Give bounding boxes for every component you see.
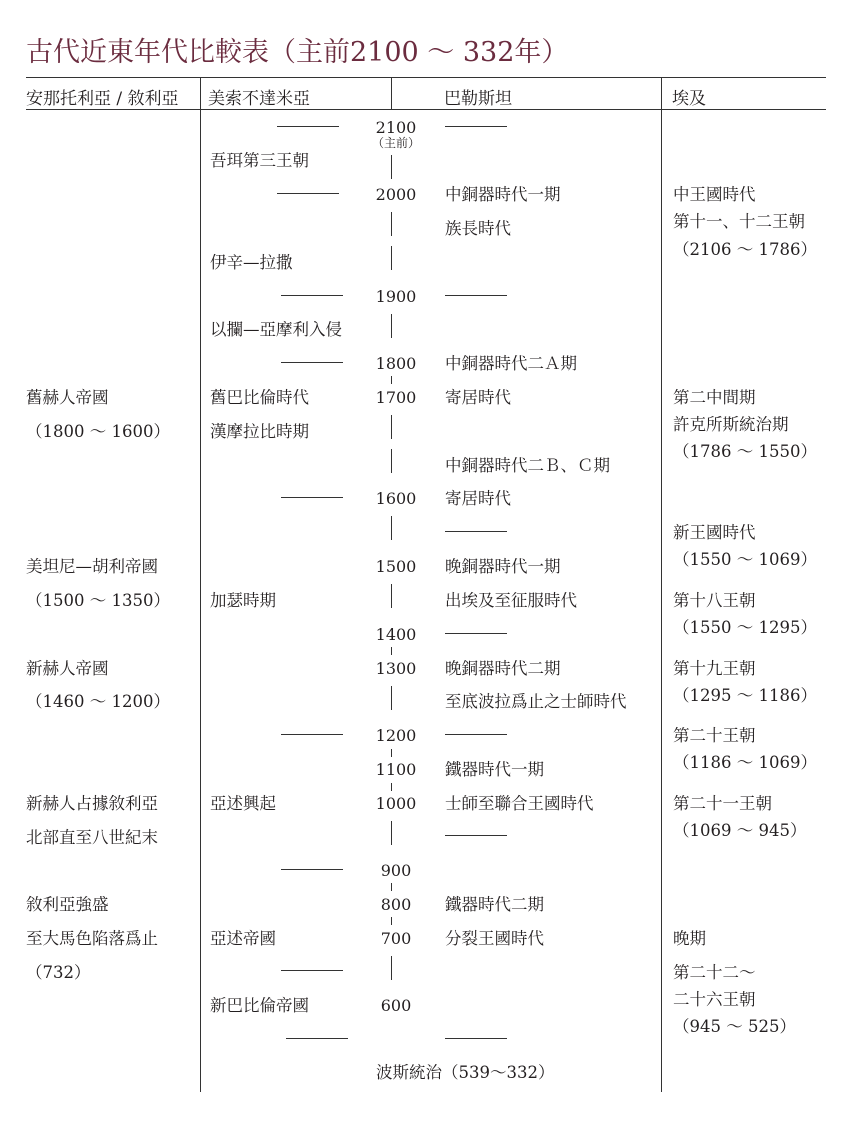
period-divider [445, 633, 507, 634]
period-divider [281, 362, 343, 363]
exodus-conquest: 出埃及至征服時代 [445, 591, 577, 610]
period-divider [445, 1038, 507, 1039]
hittite-old-kingdom: 舊赫人帝國 [26, 388, 109, 407]
middle-bronze-2bc: 中銅器時代二Ｂ、Ｃ期 [445, 456, 610, 475]
timeline-tick [391, 647, 392, 655]
amorite-invasion: 以攔—亞摩利入侵 [210, 320, 342, 339]
column-divider-3 [661, 77, 662, 1092]
timeline-tick [391, 783, 392, 791]
hittite-new-dates: （1460 〜 1200） [26, 692, 170, 711]
year-label: 1200 [375, 726, 417, 745]
period-divider [281, 295, 343, 296]
neo-babylonian-empire: 新巴比倫帝國 [210, 996, 309, 1015]
hyksos-rule: 許克所斯統治期 [673, 415, 789, 434]
middle-bronze-1: 中銅器時代一期 [445, 185, 561, 204]
hittite-new-kingdom: 新赫人帝國 [26, 659, 109, 678]
year-label: 2000 [375, 185, 417, 204]
year-label: 1600 [375, 489, 417, 508]
timeline-tick [391, 883, 392, 891]
period-divider [445, 126, 507, 127]
timeline-tick [391, 686, 392, 710]
neo-hittite-line-1: 新赫人占據敘利亞 [26, 794, 158, 813]
iron-age-2: 鐵器時代二期 [445, 895, 544, 914]
year-label: 2100 [375, 118, 417, 137]
dynasty-22-26-dates: （945 〜 525） [673, 1017, 796, 1036]
assyrian-empire: 亞述帝國 [210, 929, 276, 948]
timeline-tick [391, 956, 392, 980]
old-babylonian-period: 舊巴比倫時代 [210, 388, 309, 407]
dynasty-20-dates: （1186 〜 1069） [673, 753, 817, 772]
second-intermediate: 第二中間期 [673, 388, 756, 407]
mitanni-empire: 美坦尼—胡利帝國 [26, 557, 158, 576]
timeline-tick [391, 917, 392, 925]
header-palestine: 巴勒斯坦 [444, 89, 512, 109]
dynasty-21-dates: （1069 〜 945） [673, 821, 807, 840]
period-divider [277, 126, 339, 127]
year-label: 1000 [375, 794, 417, 813]
sojourn-period-2: 寄居時代 [445, 489, 511, 508]
year-label: 1700 [375, 388, 417, 407]
timeline-tick [391, 821, 392, 845]
middle-bronze-2a: 中銅器時代二Ａ期 [445, 354, 577, 373]
timeline-tick [391, 415, 392, 439]
aram-line-3: （732） [26, 963, 91, 982]
column-divider-2 [391, 77, 392, 109]
header-egypt: 埃及 [672, 89, 706, 109]
mitanni-dates: （1500 〜 1350） [26, 591, 170, 610]
kassite-period: 加瑟時期 [210, 591, 276, 610]
year-label: 600 [380, 996, 412, 1015]
dynasty-19: 第十九王朝 [673, 659, 756, 678]
year-note: （主前） [371, 136, 420, 150]
sojourn-period-1: 寄居時代 [445, 388, 511, 407]
timeline-tick [391, 449, 392, 473]
header-top-rule [26, 77, 826, 78]
year-label: 1400 [375, 625, 417, 644]
hammurabi-period: 漢摩拉比時期 [210, 422, 309, 441]
dynasty-21: 第二十一王朝 [673, 794, 772, 813]
hyksos-dates: （1786 〜 1550） [673, 442, 817, 461]
judges-to-deborah: 至底波拉爲止之士師時代 [445, 692, 627, 711]
timeline-tick [391, 516, 392, 540]
neo-hittite-line-2: 北部直至八世紀末 [26, 828, 158, 847]
timeline-tick [391, 246, 392, 270]
new-kingdom: 新王國時代 [673, 523, 756, 542]
column-divider-1 [200, 77, 201, 1092]
year-label: 1500 [375, 557, 417, 576]
period-divider [281, 734, 343, 735]
timeline-tick [391, 584, 392, 608]
middle-kingdom: 中王國時代 [673, 185, 756, 204]
dynasty-11-12: 第十一、十二王朝 [673, 212, 805, 231]
dynasty-11-12-dates: （2106 〜 1786） [673, 240, 817, 259]
period-divider [281, 497, 343, 498]
dynasty-19-dates: （1295 〜 1186） [673, 686, 817, 705]
period-divider [445, 531, 507, 532]
isin-larsa: 伊辛—拉撒 [210, 253, 293, 272]
late-period: 晚期 [673, 929, 706, 948]
aram-line-1: 敘利亞強盛 [26, 895, 109, 914]
header-mesopotamia: 美索不達米亞 [208, 89, 310, 109]
header-anatolia-syria: 安那托利亞 / 敘利亞 [26, 89, 179, 109]
dynasty-18: 第十八王朝 [673, 591, 756, 610]
dynasty-20: 第二十王朝 [673, 726, 756, 745]
late-bronze-2: 晚銅器時代二期 [445, 659, 561, 678]
hittite-old-dates: （1800 〜 1600） [26, 422, 170, 441]
year-label: 800 [380, 895, 412, 914]
period-divider [445, 734, 507, 735]
page-title: 古代近東年代比較表（主前2100 〜 332年） [26, 37, 569, 68]
ur-third-dynasty: 吾珥第三王朝 [210, 151, 309, 170]
timeline-tick [391, 749, 392, 757]
patriarchal-age: 族長時代 [445, 219, 511, 238]
dynasty-22-26-line-1: 第二十二〜 [673, 963, 756, 982]
timeline-tick [391, 212, 392, 236]
year-label: 1300 [375, 659, 417, 678]
persian-rule: 波斯統治（539〜332） [376, 1063, 555, 1082]
period-divider [281, 970, 343, 971]
period-divider [445, 835, 507, 836]
year-label: 900 [380, 861, 412, 880]
timeline-tick [391, 314, 392, 338]
timeline-tick [391, 155, 392, 179]
period-divider [445, 295, 507, 296]
period-divider [281, 869, 343, 870]
timeline-tick [391, 376, 392, 384]
year-label: 1900 [375, 287, 417, 306]
divided-kingdom: 分裂王國時代 [445, 929, 544, 948]
period-divider [286, 1038, 348, 1039]
late-bronze-1: 晚銅器時代一期 [445, 557, 561, 576]
year-label: 1100 [375, 760, 417, 779]
header-bottom-rule [26, 109, 826, 110]
dynasty-22-26-line-2: 二十六王朝 [673, 990, 756, 1009]
period-divider [277, 193, 339, 194]
year-label: 1800 [375, 354, 417, 373]
aram-line-2: 至大馬色陷落爲止 [26, 929, 158, 948]
judges-united-monarchy: 士師至聯合王國時代 [445, 794, 594, 813]
iron-age-1: 鐵器時代一期 [445, 760, 544, 779]
assyria-rise: 亞述興起 [210, 794, 276, 813]
new-kingdom-dates: （1550 〜 1069） [673, 550, 817, 569]
year-label: 700 [380, 929, 412, 948]
dynasty-18-dates: （1550 〜 1295） [673, 618, 817, 637]
